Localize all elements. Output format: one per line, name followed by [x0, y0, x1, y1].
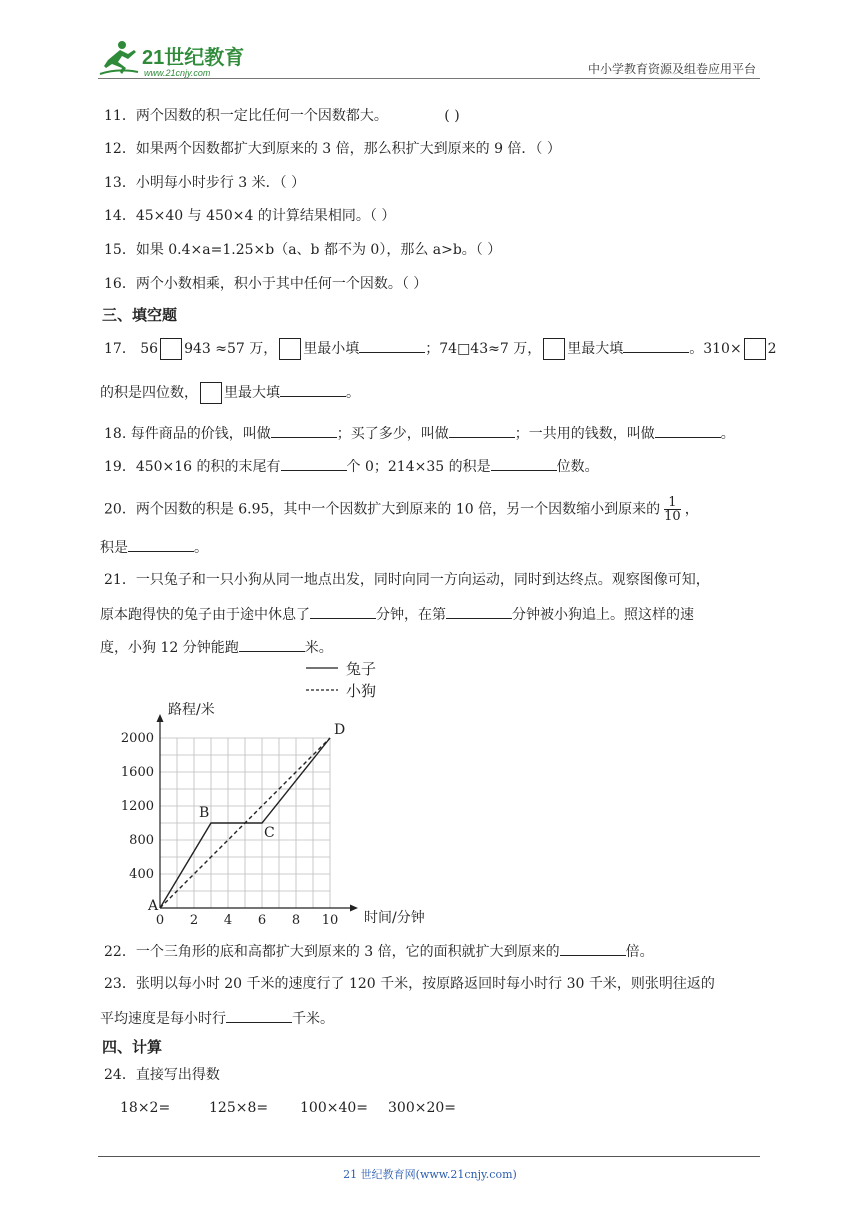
point-label-D: D: [334, 722, 346, 738]
q22-text-b: 倍。: [625, 944, 654, 960]
q20-blank: [128, 537, 194, 552]
question-11-text: 11．两个因数的积一定比任何一个因数都大。: [104, 108, 388, 124]
q21-blank-3: [239, 637, 305, 652]
q20-text-l2a: 积是: [100, 540, 128, 556]
q19-blank-1: [281, 456, 347, 471]
question-18: [104, 423, 735, 443]
section-title-fill-in: 三、填空题: [102, 306, 178, 324]
question-20-line2: [100, 537, 208, 557]
section-title-calculation: 四、计算: [102, 1038, 163, 1056]
x-tick-label: 10: [321, 913, 339, 928]
q22-blank: [560, 941, 626, 956]
q18-text-d: 。: [720, 426, 735, 442]
q21-text-l2c: 分钟被小狗追上。照这样的速: [512, 607, 694, 623]
question-21-line2: [100, 604, 694, 624]
q21-text-l3b: 米。: [304, 640, 333, 656]
q19-blank-2: [491, 456, 557, 471]
y-axis-label: 路程/米: [168, 702, 215, 718]
point-label-B: B: [199, 805, 210, 821]
question-22: [104, 941, 654, 961]
x-tick-label: 8: [291, 913, 301, 928]
q17-line2c: 。: [346, 385, 360, 401]
q20-text-b: ，: [684, 501, 699, 518]
q18-text-a: 18. 每件商品的价钱，叫做: [104, 426, 271, 442]
question-20-line1: [104, 496, 699, 523]
question-19: [104, 456, 599, 476]
question-14: 14．45×40 与 450×4 的计算结果相同。（ ）: [104, 208, 396, 224]
header-divider: [98, 78, 760, 79]
q17-box-1: [160, 338, 182, 360]
legend-label-1: 小狗: [346, 682, 377, 700]
q21-blank-1: [310, 604, 376, 619]
x-tick-label: 2: [189, 913, 199, 928]
y-axis-arrow: [157, 714, 164, 722]
header-platform-text: 中小学教育资源及组卷应用平台: [587, 62, 756, 76]
q19-text-b: 个 0；214×35 的积是: [346, 459, 491, 475]
x-axis-arrow: [350, 905, 358, 912]
question-21-line1: 21．一只兔子和一只小狗从同一地点出发，同时向同一方向运动，同时到达终点。观察图像可知，: [104, 572, 710, 588]
q17-box-3: [543, 338, 565, 360]
question-11: [104, 107, 460, 125]
q21-text-l2a: 原本跑得快的兔子由于途中休息了: [100, 607, 310, 623]
q23-blank: [226, 1008, 292, 1023]
question-15: 15．如果 0.4×a=1.25×b（a、b 都不为 0），那么 a>b。（ ）: [104, 242, 502, 258]
logo-url: www.21cnjy.com: [144, 68, 211, 78]
q17-part7: 2: [767, 341, 777, 357]
q20-fraction: [664, 496, 681, 523]
q17-box-2: [279, 338, 301, 360]
question-12: 12．如果两个因数都扩大到原来的 3 倍，那么积扩大到原来的 9 倍．（ ）: [104, 141, 561, 157]
question-24: 24．直接写出得数: [104, 1067, 220, 1083]
question-21-line3: [100, 637, 333, 657]
question-23-line1: 23．张明以每小时 20 千米的速度行了 120 千米，按原路返回时每小时行 30 千米，则张明往返的: [104, 976, 715, 992]
logo-text: 21世纪教育: [142, 47, 245, 69]
question-17-line2: [100, 382, 360, 404]
q17-part6: 。310×: [689, 341, 742, 357]
legend-label-0: 兔子: [346, 660, 377, 678]
q20-fraction-numerator: 1: [664, 496, 681, 510]
q17-blank-2: [623, 338, 689, 353]
question-23-line2: [100, 1008, 334, 1028]
point-label-A: A: [148, 898, 159, 914]
q17-blank-3: [280, 382, 346, 397]
q21-text-l3a: 度，小狗 12 分钟能跑: [100, 640, 239, 656]
question-11-answer-paren: ( ): [444, 108, 460, 124]
logo: [98, 38, 258, 80]
point-label-C: C: [264, 825, 275, 841]
y-tick-label: 2000: [120, 731, 154, 746]
x-tick-label: 0: [155, 913, 165, 928]
y-tick-label: 400: [129, 867, 154, 882]
calc-item-3: 100×40=: [300, 1100, 368, 1116]
q17-part1: 17． 56: [104, 341, 159, 357]
q17-part2: 943 ≈57 万，: [184, 341, 278, 357]
q17-box-5: [200, 382, 222, 404]
runner-icon: [100, 41, 138, 74]
q23-text-l2a: 平均速度是每小时行: [100, 1011, 226, 1027]
calc-item-1: 18×2=: [120, 1100, 171, 1116]
q18-blank-3: [655, 423, 721, 438]
question-16: 16．两个小数相乘，积小于其中任何一个因数。（ ）: [104, 276, 428, 292]
q19-text-a: 19．450×16 的积的末尾有: [104, 459, 281, 475]
q22-text-a: 22．一个三角形的底和高都扩大到原来的 3 倍，它的面积就扩大到原来的: [104, 944, 560, 960]
calc-item-4: 300×20=: [388, 1100, 456, 1116]
y-tick-label: 1600: [120, 765, 154, 780]
q20-text-l2b: 。: [194, 540, 208, 556]
q19-text-c: 位数。: [556, 459, 599, 475]
x-tick-label: 4: [223, 913, 233, 928]
x-tick-label: 6: [257, 913, 267, 928]
footer-divider: [98, 1156, 760, 1157]
q20-text-a: 20．两个因数的积是 6.95，其中一个因数扩大到原来的 10 倍，另一个因数缩小到原来的: [104, 501, 661, 518]
distance-time-chart: [98, 656, 458, 936]
q17-part4: ；74□43≈7 万，: [425, 341, 542, 357]
q18-blank-2: [449, 423, 515, 438]
footer-text: 21 世纪教育网(www.21cnjy.com): [343, 1168, 517, 1181]
q17-line2a: 的积是四位数，: [100, 385, 198, 401]
q17-box-4: [744, 338, 766, 360]
q17-part5: 里最大填: [567, 341, 624, 357]
y-tick-label: 800: [129, 833, 154, 848]
question-17-line1: [104, 338, 777, 360]
calc-item-2: 125×8=: [209, 1100, 269, 1116]
q21-blank-2: [446, 604, 512, 619]
x-axis-label: 时间/分钟: [364, 910, 425, 926]
q17-part3: 里最小填: [303, 341, 360, 357]
q23-text-l2b: 千米。: [292, 1011, 334, 1027]
q18-blank-1: [271, 423, 337, 438]
q20-fraction-denominator: 10: [664, 509, 681, 524]
q17-line2b: 里最大填: [224, 385, 280, 401]
question-13: 13．小明每小时步行 3 米．（ ）: [104, 175, 306, 191]
y-tick-label: 1200: [120, 799, 154, 814]
q17-blank-1: [359, 338, 425, 353]
q18-text-c: ；一共用的钱数，叫做: [514, 426, 655, 442]
q21-text-l2b: 分钟，在第: [376, 607, 446, 623]
q18-text-b: ；买了多少，叫做: [336, 426, 449, 442]
